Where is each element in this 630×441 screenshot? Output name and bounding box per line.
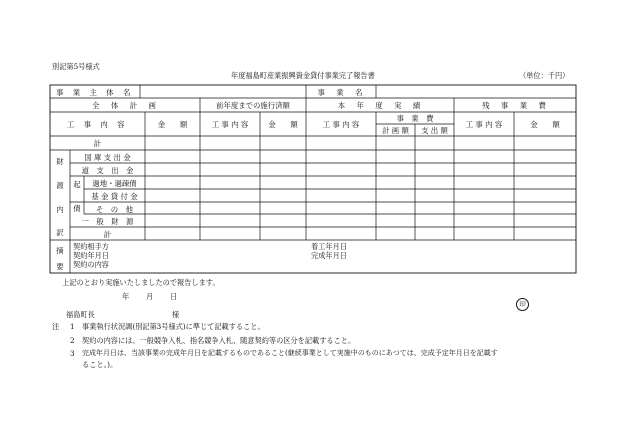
form-number: 別記第5号様式: [52, 62, 100, 71]
work-content-header-4: 工 事 内 容: [465, 120, 503, 129]
note-1-num: 1: [70, 322, 75, 331]
work-content-header-1: 工 事 内 容: [66, 120, 129, 129]
form-title: 年度福島町産業振興資金貸付事業完了報告書: [231, 71, 375, 80]
note-3-text: 完成年月日は、当該事業の完成年月日を記載するものであること(継続事業として実施中のものにあつては、完成予定年月日を記載す: [82, 349, 498, 357]
date-day: 日: [170, 292, 178, 301]
note-3-num: 3: [70, 349, 75, 358]
funding-side-2: 源: [56, 181, 64, 190]
funding-row-depopulation-bond: 過地・過疎債: [92, 179, 137, 188]
prev-year-header: 前年度までの施行済額: [216, 101, 290, 110]
funding-row-national: 国 庫 支 出 金: [84, 153, 131, 162]
total-label: 計: [93, 139, 102, 148]
report-statement: 上記のとおり実施いたしましたので報告します。: [62, 278, 220, 287]
business-name-label: 事 業 名: [317, 88, 365, 97]
business-name-field[interactable]: [376, 88, 576, 97]
funding-row-prefectural: 道 支 出 金: [81, 166, 134, 175]
date-year: 年: [122, 292, 130, 301]
funding-side-1: 財: [56, 157, 64, 166]
summary-side-1: 摘: [56, 246, 64, 255]
note-2-text: 契約の内容には、一般競争入札、指名競争入札、随意契約等の区分を記載すること。: [82, 336, 356, 345]
honorific: 様: [172, 310, 180, 319]
project-cost-header: 事 業 費: [396, 114, 434, 123]
this-year-header: 本 年 度 実 績: [337, 101, 423, 110]
notes-label: 注: [52, 322, 60, 331]
planned-amount-header: 計 画 額: [382, 126, 409, 135]
contract-date-label: 契約年月日: [73, 251, 109, 260]
entity-name-label: 事 業 主 体 名: [56, 88, 134, 97]
entity-name-field[interactable]: [140, 88, 306, 97]
funding-row-fund-loan: 基 金 貸 付 金: [91, 192, 138, 201]
bond-label-1: 起: [73, 180, 81, 189]
date-month: 月: [146, 292, 154, 301]
summary-side-2: 要: [56, 262, 64, 271]
contract-content-label: 契約の内容: [73, 260, 109, 269]
completion-date-label: 完成年月日: [311, 251, 347, 260]
bond-label-2: 債: [73, 204, 81, 213]
overall-plan-header: 全 体 計 画: [92, 101, 158, 110]
note-2-num: 2: [70, 336, 75, 345]
funding-total-label: 計: [103, 230, 112, 239]
note-3-continuation: ること。)。: [82, 360, 118, 369]
funding-side-3: 内: [56, 205, 64, 214]
amount-header-4: 金 額: [530, 120, 560, 129]
remaining-header: 残 事 業 費: [482, 101, 548, 110]
amount-header-1: 金 額: [157, 120, 188, 129]
work-content-header-3: 工 事 内 容: [322, 120, 360, 129]
seal-icon: 印: [516, 298, 529, 311]
work-content-header-2: 工 事 内 容: [211, 120, 249, 129]
start-date-label: 着工年月日: [311, 242, 347, 251]
unit-label: （単位：千円）: [519, 71, 570, 80]
addressee: 福島町長: [66, 310, 95, 319]
funding-row-general: 一 般 財 源: [81, 217, 134, 226]
spent-amount-header: 支 出 額: [421, 126, 448, 135]
funding-row-other: そ の 他: [96, 205, 133, 214]
funding-side-4: 訳: [56, 228, 64, 237]
note-1-text: 事業執行状況調(別記第3号様式)に準じて記載すること。: [82, 322, 265, 331]
amount-header-2: 金 額: [268, 120, 298, 129]
contract-party-label: 契約相手方: [73, 242, 109, 251]
